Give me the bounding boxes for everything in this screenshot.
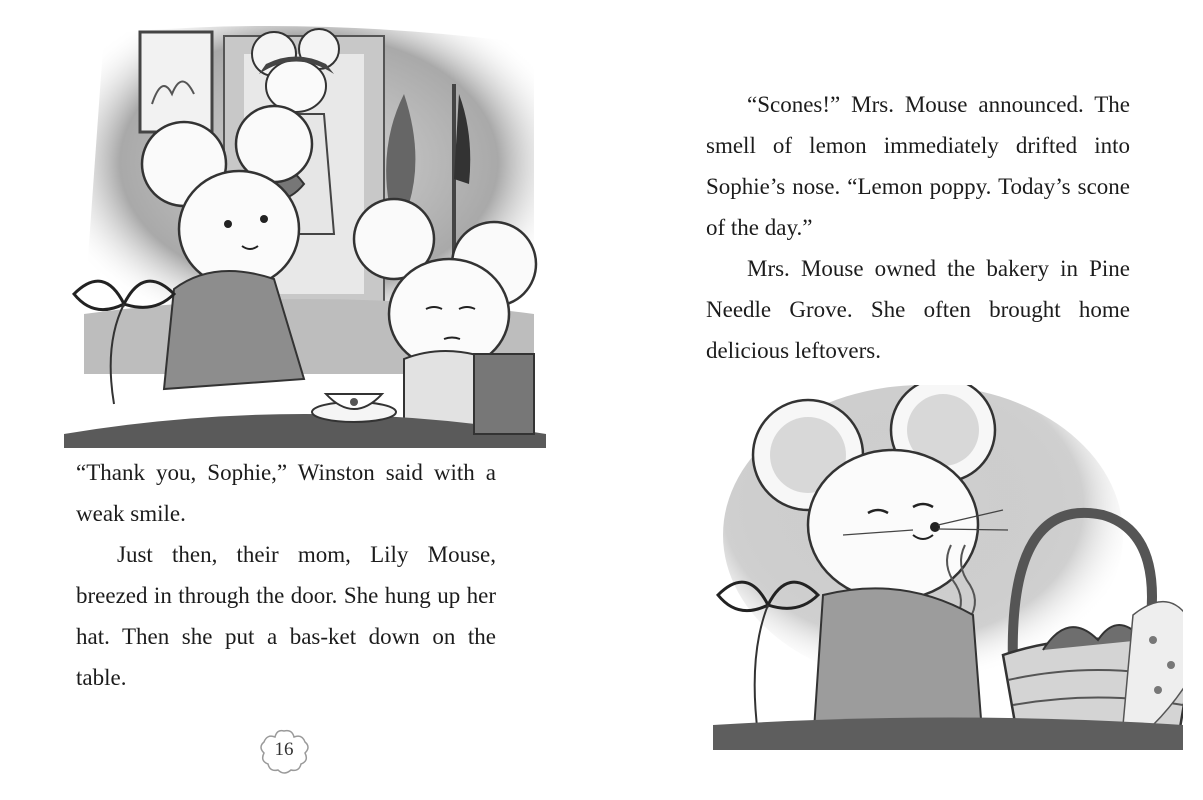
right-page: [603, 0, 1203, 800]
left-page: [0, 0, 600, 800]
three-mice-at-table-illustration: [64, 14, 546, 448]
page-number-badge: [258, 728, 310, 774]
paragraph: “Thank you, Sophie,” Winston said with a weak smile.: [76, 460, 496, 526]
mouse-smelling-scones-illustration: [713, 385, 1183, 750]
paragraph: Mrs. Mouse owned the bakery in Pine Needle Grove. She often brought home delicious leftovers.: [706, 256, 1130, 363]
paragraph: “Scones!” Mrs. Mouse announced. The smell of lemon immediately drifted into Sophie’s nose. “Lemon poppy. Today’s scone of the day.”: [706, 92, 1130, 240]
page-number: 16: [274, 739, 294, 760]
right-page-text: [706, 84, 1130, 371]
paragraph: Just then, their mom, Lily Mouse, breezed in through the door. She hung up her hat. Then she put a bas-ket down on the table.: [76, 542, 496, 690]
left-page-text: [76, 452, 496, 698]
